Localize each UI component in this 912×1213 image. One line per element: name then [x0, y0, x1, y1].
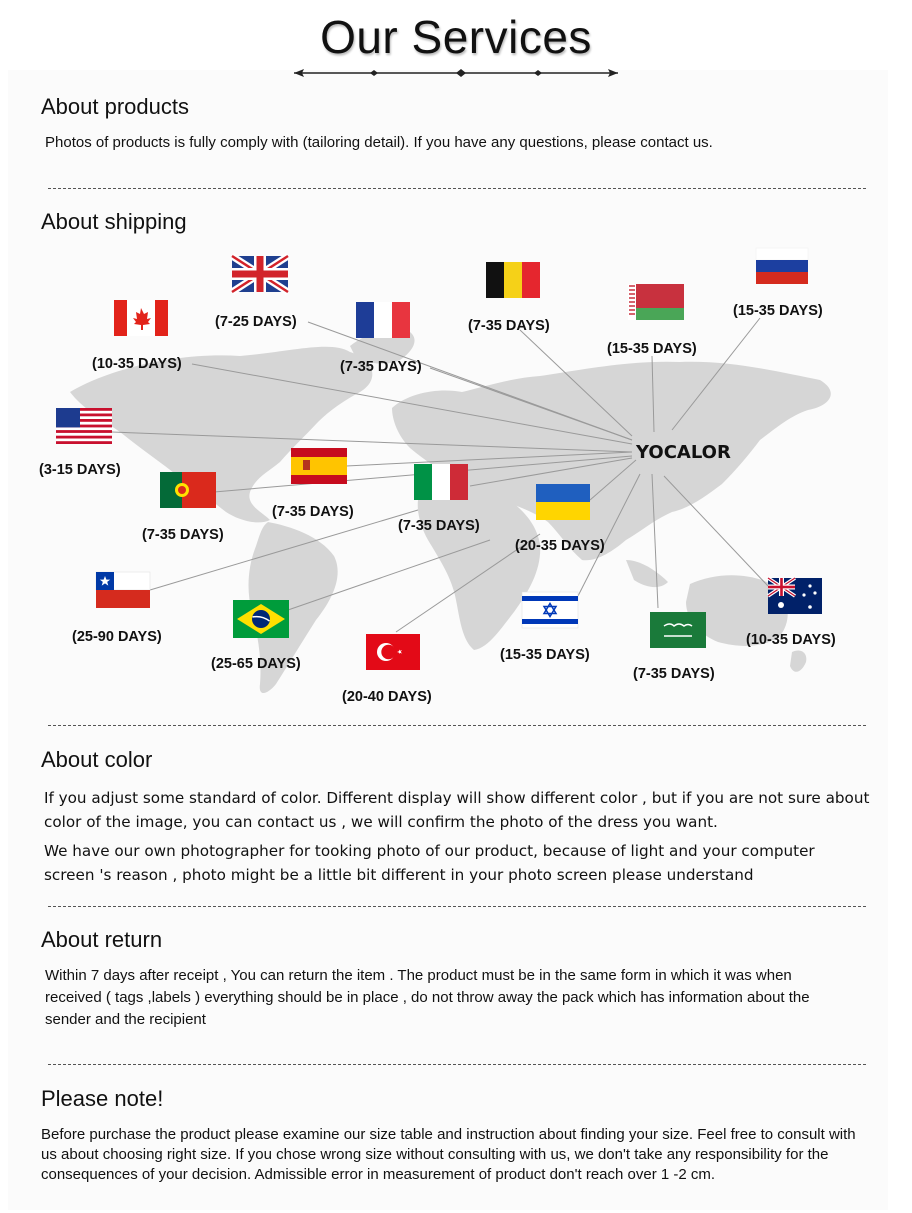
russia-flag-icon	[756, 248, 808, 284]
days-label: (7-35 DAYS)	[142, 527, 224, 543]
france-flag-icon	[356, 302, 410, 338]
spain-flag-icon	[291, 448, 347, 484]
days-label: (3-15 DAYS)	[39, 462, 121, 478]
chile-flag-icon	[96, 572, 150, 608]
days-label: (15-35 DAYS)	[500, 647, 590, 663]
brazil-flag-icon	[233, 600, 289, 638]
belgium-flag-icon	[486, 262, 540, 298]
days-label: (7-35 DAYS)	[272, 504, 354, 520]
color-text-line: screen 's reason , photo might be a little bit different in your photo screen please understand	[44, 866, 754, 884]
shipping-heading: About shipping	[41, 209, 187, 234]
color-text-line: We have our own photographer for tooking photo of our product, because of light and your computer	[44, 842, 815, 860]
page-title: Our Services	[320, 11, 592, 63]
usa-flag-icon	[56, 408, 112, 444]
uk-flag-icon	[232, 256, 288, 292]
divider	[48, 906, 866, 907]
note-text-line: consequences of your decision. Admissible error in measurement of product don't reach over 1 -2 cm.	[41, 1166, 716, 1183]
note-heading: Please note!	[41, 1086, 164, 1111]
days-label: (25-65 DAYS)	[211, 656, 301, 672]
note-text-line: Before purchase the product please examine our size table and instruction about finding your size. Feel free to consult with	[41, 1126, 856, 1143]
ukraine-flag-icon	[536, 484, 590, 520]
days-label: (7-35 DAYS)	[468, 318, 550, 334]
days-label: (10-35 DAYS)	[92, 356, 182, 372]
italy-flag-icon	[414, 464, 468, 500]
divider	[48, 725, 866, 726]
israel-flag-icon	[522, 592, 578, 628]
return-text-line: sender and the recipient	[45, 1011, 206, 1028]
turkey-flag-icon	[366, 634, 420, 670]
products-heading: About products	[41, 94, 189, 119]
title-ornament	[290, 64, 622, 82]
return-text-line: received ( tags ,labels ) everything should be in place , do not throw away the pack which has information about the	[45, 989, 810, 1006]
color-text-line: If you adjust some standard of color. Different display will show different color , but if you are not sure about	[44, 789, 870, 807]
days-label: (20-40 DAYS)	[342, 689, 432, 705]
note-text-line: us about choosing right size. If you chose wrong size without consulting with us, we don't take any responsibility for the	[41, 1146, 829, 1163]
days-label: (10-35 DAYS)	[746, 632, 836, 648]
days-label: (25-90 DAYS)	[72, 629, 162, 645]
divider	[48, 188, 866, 189]
portugal-flag-icon	[160, 472, 216, 508]
days-label: (20-35 DAYS)	[515, 538, 605, 554]
return-heading: About return	[41, 927, 163, 952]
world-map	[70, 330, 831, 693]
products-text: Photos of products is fully comply with (tailoring detail). If you have any questions, please contact us.	[45, 134, 713, 151]
days-label: (15-35 DAYS)	[733, 303, 823, 319]
hub-label: YOCALOR	[636, 442, 731, 463]
color-heading: About color	[41, 747, 153, 772]
divider	[48, 1064, 866, 1065]
color-text-line: color of the image, you can contact us , we will confirm the photo of the dress you want.	[44, 813, 718, 831]
saudi-arabia-flag-icon	[650, 612, 706, 648]
days-label: (7-35 DAYS)	[633, 666, 715, 682]
return-text-line: Within 7 days after receipt , You can return the item . The product must be in the same form in which it was when	[45, 967, 792, 984]
canada-flag-icon	[114, 300, 168, 336]
australia-flag-icon	[768, 578, 822, 614]
days-label: (7-35 DAYS)	[340, 359, 422, 375]
days-label: (7-25 DAYS)	[215, 314, 297, 330]
belarus-flag-icon	[628, 284, 684, 320]
shipping-map	[0, 240, 912, 720]
days-label: (7-35 DAYS)	[398, 518, 480, 534]
days-label: (15-35 DAYS)	[607, 341, 697, 357]
